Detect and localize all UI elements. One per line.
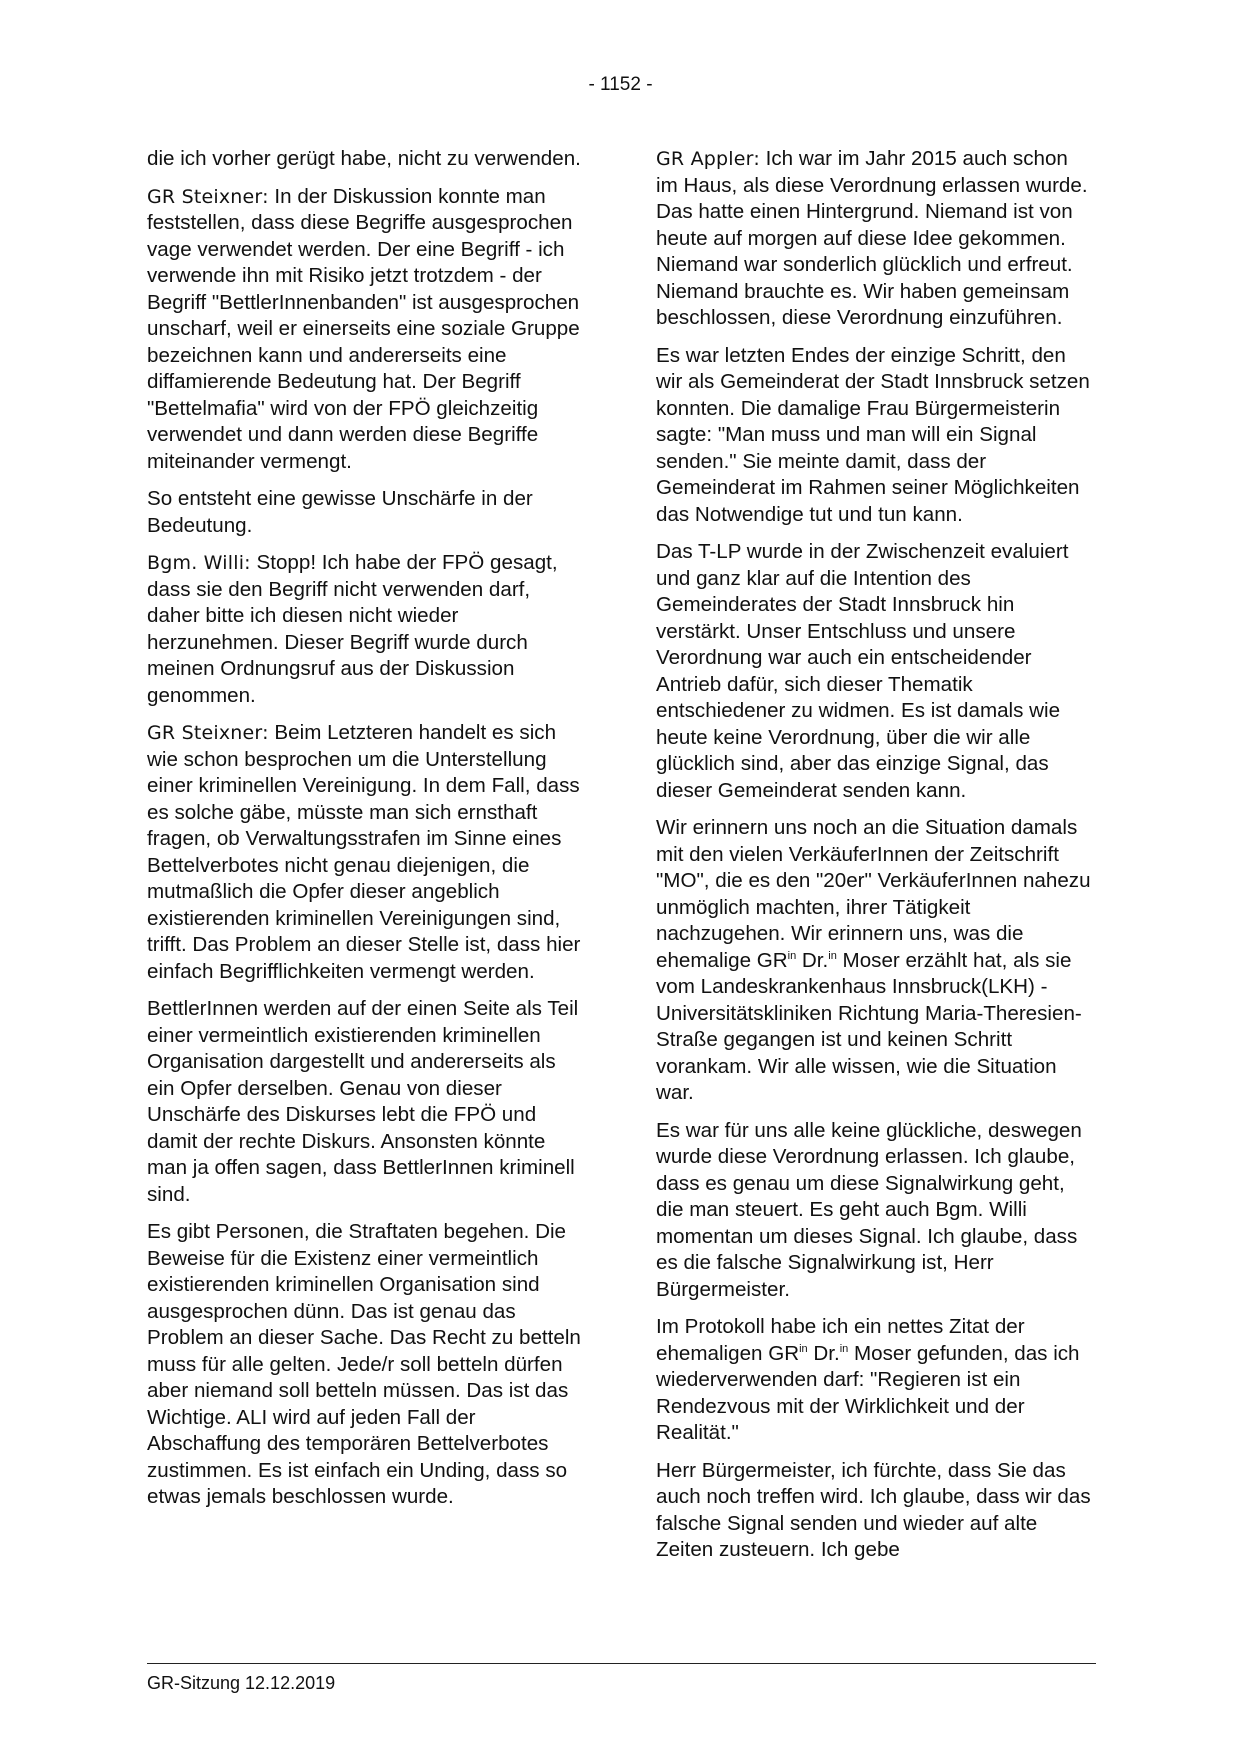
paragraph: Es war für uns alle keine glückliche, deswegen wurde diese Verordnung erlassen. Ich glaube, dass es genau um diese Signalwirkung geht, die man steuert. Es geht auch Bgm. Willi momentan um dieses Signal. Ich glaube, dass es die falsche Signalwirkung ist, Herr Bürgermeister. <box>656 1118 1082 1301</box>
superscript: in <box>799 1342 808 1355</box>
paragraph-text: BettlerInnen werden auf der einen Seite als Teil einer vermeintlich existierenden kriminellen Organisation dargestellt und andererseits als ein Opfer derselben. Genau von dieser Unschärfe des Diskurses lebt die FPÖ und damit der rechte Diskurs. Ansonsten könnte man ja offen sagen, dass BettlerInnen kriminell sind. <box>147 997 579 1206</box>
text-segment: Moser erzählt hat, als sie vom Landeskrankenhaus Innsbruck(LKH) - Universitätskliniken Richtung Maria-Theresien-Straße gegangen ist und keinen Schritt vorankam. Wir alle wissen, wie die Situation war. <box>656 948 1082 1104</box>
right-column <box>656 146 1092 1575</box>
paragraph <box>656 146 1092 332</box>
paragraph-text: So entsteht eine gewisse Unschärfe in der Bedeutung. <box>147 487 533 537</box>
paragraph <box>147 1219 583 1511</box>
paragraph <box>656 1314 1092 1447</box>
page-number: - 1152 - <box>588 74 653 95</box>
paragraph <box>656 815 1092 1107</box>
paragraph-text: die ich vorher gerügt habe, nicht zu verwenden. <box>147 147 581 170</box>
paragraph-text: Ich war im Jahr 2015 auch schon im Haus, als diese Verordnung erlassen wurde. Das hatte einen Hintergrund. Niemand ist von heute auf morgen auf diese Idee gekommen. Niemand war sonderlich glücklich und erfreut. Niemand brauchte es. Wir haben gemeinsam beschlossen, diese Verordnung einzuführen. <box>656 147 1088 329</box>
superscript: in <box>787 949 797 962</box>
speaker-name: Bgm. Willi: <box>147 552 251 574</box>
text-segment: Dr. <box>796 948 829 972</box>
paragraph: Das T-LP wurde in der Zwischenzeit evaluiert und ganz klar auf die Intention des Gemeinderates der Stadt Innsbruck hin verstärkt. Unser Entschluss und unsere Verordnung war auch ein entscheidender Antrieb dafür, sich dieser Thematik entschiedener zu widmen. Es ist damals wie heute keine Verordnung, über die wir alle glücklich sind, aber das einzige Signal, das dieser Gemeinderat senden kann. <box>656 540 1069 802</box>
text-segment: Moser gefunden, das ich wiederverwenden darf: "Regieren ist ein Rendezvous mit der Wirklichkeit und der Realität." <box>656 1341 1080 1444</box>
left-column <box>147 146 583 1522</box>
text-segment: Wir erinnern uns noch an die Situation damals mit den vielen VerkäuferInnen der Zeitschrift "MO", die es den "20er" VerkäuferInnen nahezu unmöglich machten, ihrer Tätigkeit nachzugehen. Wir erinnern uns, was die ehemalige GR <box>656 816 1091 972</box>
superscript: in <box>839 1342 849 1355</box>
speaker-name: GR Steixner: <box>147 185 269 208</box>
paragraph-text: Es gibt Personen, die Straftaten begehen. Die Beweise für die Existenz einer vermeintlich existierenden kriminellen Organisation sind ausgesprochen dünn. Das ist genau das Problem an dieser Sache. Das Recht zu betteln muss für alle gelten. Jede/r soll betteln dürfen aber niemand soll betteln müssen. Das ist das Wichtige. ALI wird auf jeden Fall der Abschaffung des temporären Bettelverbotes zustimmen. Es ist einfach ein Unding, dass so etwas jemals beschlossen wurde. <box>147 1220 581 1508</box>
paragraph-text: Beim Letzteren handelt es sich wie schon besprochen um die Unterstellung einer kriminellen Vereinigung. In dem Fall, dass es solche gäbe, müsste man sich ernsthaft fragen, ob Verwaltungsstrafen im Sinne eines Bettelverbotes nicht genau diejenigen, die mutmaßlich die Opfer dieser angeblich existierenden kriminellen Vereinigungen sind, trifft. Das Problem an dieser Stelle ist, dass hier einfach Begrifflichkeiten vermengt werden. <box>147 721 581 983</box>
paragraph: Herr Bürgermeister, ich fürchte, dass Sie das auch noch treffen wird. Ich glaube, dass wir das falsche Signal senden und wieder auf alte Zeiten zusteuern. Ich gebe <box>656 1458 1091 1561</box>
superscript: in <box>828 949 837 962</box>
paragraph <box>147 146 583 173</box>
footer-session-date: GR-Sitzung 12.12.2019 <box>147 1673 336 1693</box>
text-segment: Im Protokoll habe ich ein nettes Zitat der ehemaligen GR <box>656 1315 1025 1365</box>
paragraph <box>147 486 583 539</box>
paragraph <box>147 550 583 709</box>
speaker-name: GR Steixner: <box>147 722 269 744</box>
paragraph <box>147 184 583 476</box>
paragraph-text: Stopp! Ich habe der FPÖ gesagt, dass sie den Begriff nicht verwenden darf, daher bitte ich diesen nicht wieder herzunehmen. Dieser Begriff wurde durch meinen Ordnungsruf aus der Diskussion genommen. <box>147 551 558 707</box>
paragraph <box>147 996 583 1208</box>
paragraph <box>147 720 583 985</box>
footer-divider <box>147 1663 1096 1664</box>
speaker-name: GR Appler: <box>656 148 760 170</box>
text-segment: Dr. <box>807 1341 840 1365</box>
paragraph: Es war letzten Endes der einzige Schritt, den wir als Gemeinderat der Stadt Innsbruck setzen konnten. Die damalige Frau Bürgermeisterin sagte: "Man muss und man will ein Signal senden." Sie meinte damit, dass der Gemeinderat im Rahmen seiner Möglichkeiten das Notwendige tut und tun kann. <box>656 343 1090 526</box>
paragraph-text: In der Diskussion konnte man feststellen, dass diese Begriffe ausgesprochen vage verwendet werden. Der eine Begriff - ich verwende ihn mit Risiko jetzt trotzdem - der Begriff "BettlerInnenbanden" ist ausgesprochen unscharf, weil er einerseits eine soziale Gruppe bezeichnen kann und andererseits eine diffamierende Bedeutung hat. Der Begriff "Bettelmafia" wird von der FPÖ gleichzeitig verwendet und dann werden diese Begriffe miteinander vermengt. <box>147 184 580 473</box>
